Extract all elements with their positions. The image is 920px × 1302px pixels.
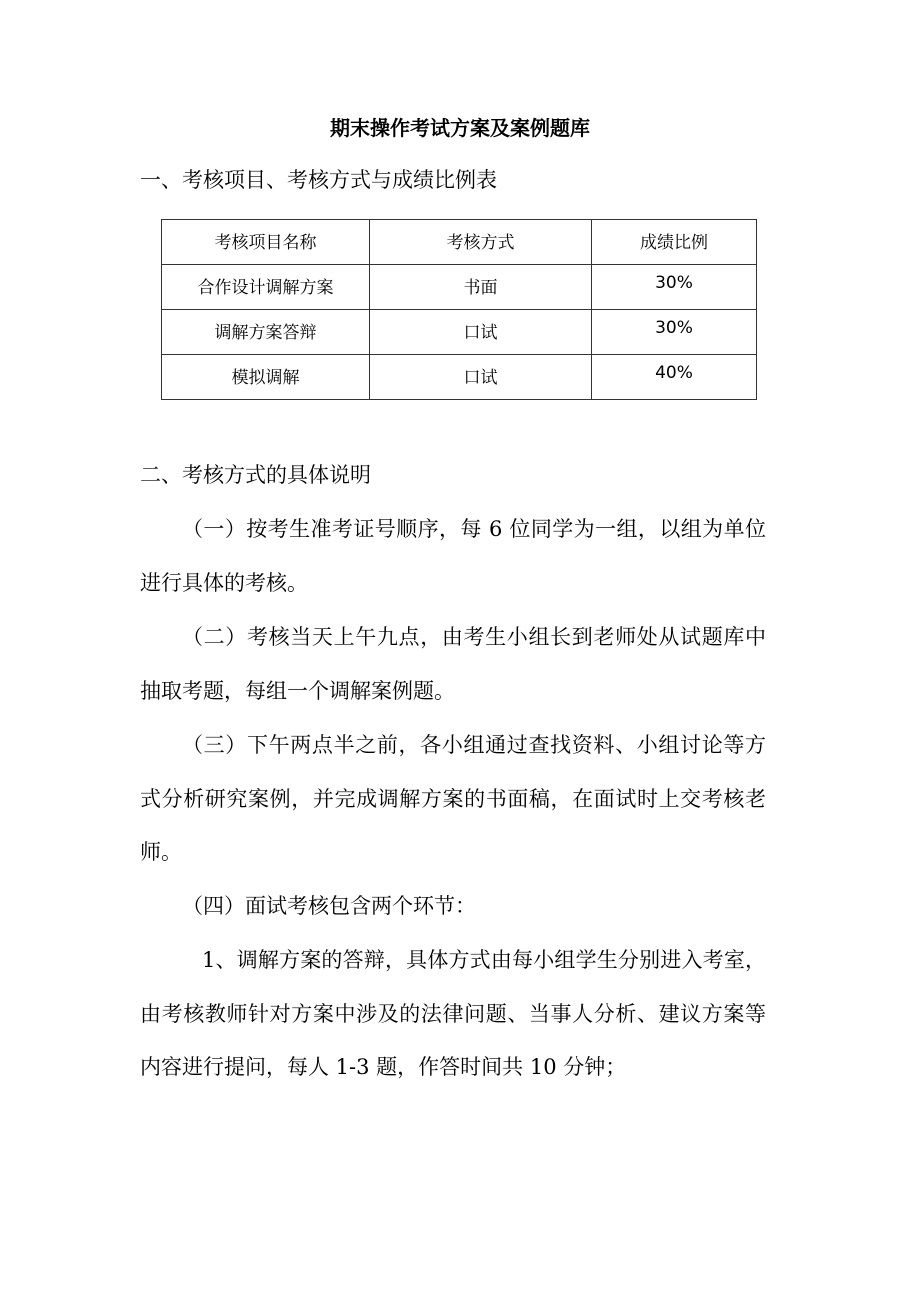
table-cell: 40%: [592, 355, 757, 400]
paragraph: （四）面试考核包含两个环节：: [182, 894, 476, 918]
paragraph: （二）考核当天上午九点，由考生小组长到老师处从试题库中抽取考题，每组一个调解案例题。: [140, 625, 766, 703]
table-cell: 合作设计调解方案: [162, 265, 370, 310]
table-cell: 调解方案答辩: [162, 310, 370, 355]
document-title: 期末操作考试方案及案例题库: [330, 116, 590, 140]
table-cell: 30%: [592, 265, 757, 310]
table-cell: 口试: [370, 355, 592, 400]
section-1-heading: 一、考核项目、考核方式与成绩比例表: [140, 168, 497, 192]
table-cell: 30%: [592, 310, 757, 355]
paragraph: （一）按考生准考证号顺序，每 6 位同学为一组，以组为单位进行具体的考核。: [140, 517, 766, 595]
table-header-row: [162, 220, 757, 265]
paragraph: 1、调解方案的答辩，具体方式由每小组学生分别进入考室，由考核教师针对方案中涉及的法律问题、当事人分析、建议方案等内容进行提问，每人 1-3 题，作答时间共 10 分钟；: [140, 948, 766, 1079]
table-cell: 书面: [370, 265, 592, 310]
paragraph: （三）下午两点半之前，各小组通过查找资料、小组讨论等方式分析研究案例，并完成调解方案的书面稿，在面试时上交考核老师。: [140, 733, 766, 864]
table-row: [162, 310, 757, 355]
table-cell: 口试: [370, 310, 592, 355]
section-2-heading: 二、考核方式的具体说明: [140, 463, 371, 487]
header-cell: 考核方式: [370, 220, 592, 265]
assessment-table: [161, 219, 757, 400]
header-cell: 考核项目名称: [162, 220, 370, 265]
table-row: [162, 355, 757, 400]
table-row: [162, 265, 757, 310]
table-cell: 模拟调解: [162, 355, 370, 400]
header-cell: 成绩比例: [592, 220, 757, 265]
